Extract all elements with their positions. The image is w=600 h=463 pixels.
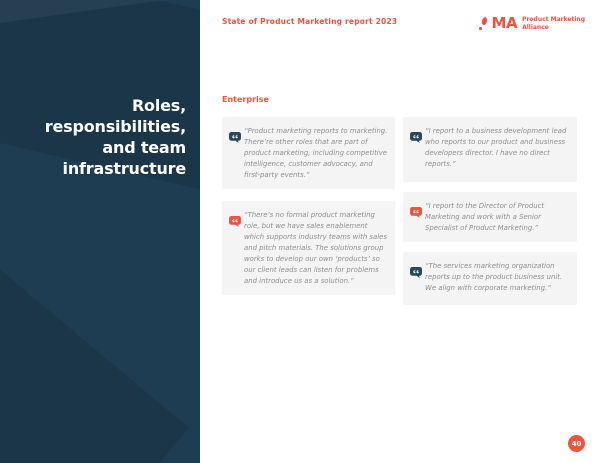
sidebar bbox=[0, 0, 200, 463]
quote-card bbox=[403, 252, 577, 305]
quote-text: “There’s no formal product marketing role, but we have sales enablement which supports industry teams with sales and pitch materials. The solutions group works to develop our own ‘products’ so our client leads can listen for problems and introduce us as a solution.” bbox=[244, 211, 387, 285]
pma-logo bbox=[479, 16, 585, 31]
page-title-line: infrastructure bbox=[62, 158, 186, 178]
sidebar-decoration bbox=[0, 267, 189, 463]
page-title bbox=[8, 95, 186, 179]
quote-text: “Product marketing reports to marketing. There’re other roles that are part of product marketing, including competitive intelligence, customer advocacy, and first-party events.” bbox=[244, 127, 388, 179]
quote-text: “The services marketing organization reports up to the product business unit. We align with corporate marketing.” bbox=[425, 262, 563, 292]
speech-bubble-quote-icon bbox=[229, 132, 241, 143]
speech-bubble-quote-icon bbox=[410, 207, 422, 218]
pma-logo-mark-icon bbox=[479, 16, 487, 31]
quote-card bbox=[222, 201, 395, 295]
report-title: State of Product Marketing report 2023 bbox=[222, 17, 398, 26]
sidebar-decoration bbox=[0, 0, 200, 28]
quote-card bbox=[403, 192, 577, 242]
page-number-badge: 40 bbox=[568, 435, 585, 452]
quote-card bbox=[222, 117, 395, 189]
speech-bubble-quote-icon bbox=[410, 267, 422, 278]
quote-text: “I report to a business development lead who reports to our product and business developers director. I have no direct reports.” bbox=[425, 127, 567, 168]
quote-card bbox=[403, 117, 577, 182]
logo-name: Product Marketing Alliance bbox=[522, 16, 585, 31]
page-title-line: responsibilities, bbox=[44, 116, 186, 136]
page-title-line: and team bbox=[102, 137, 186, 157]
speech-bubble-quote-icon bbox=[410, 132, 422, 143]
speech-bubble-quote-icon bbox=[229, 216, 241, 227]
quotes-column-left bbox=[222, 117, 395, 295]
section-label-enterprise: Enterprise bbox=[222, 95, 269, 104]
page-title-line: Roles, bbox=[131, 95, 186, 115]
quotes-column-right bbox=[403, 117, 577, 305]
quote-text: “I report to the Director of Product Marketing and work with a Senior Specialist of Product Marketing.” bbox=[425, 202, 545, 232]
logo-acronym: MA bbox=[491, 14, 518, 32]
